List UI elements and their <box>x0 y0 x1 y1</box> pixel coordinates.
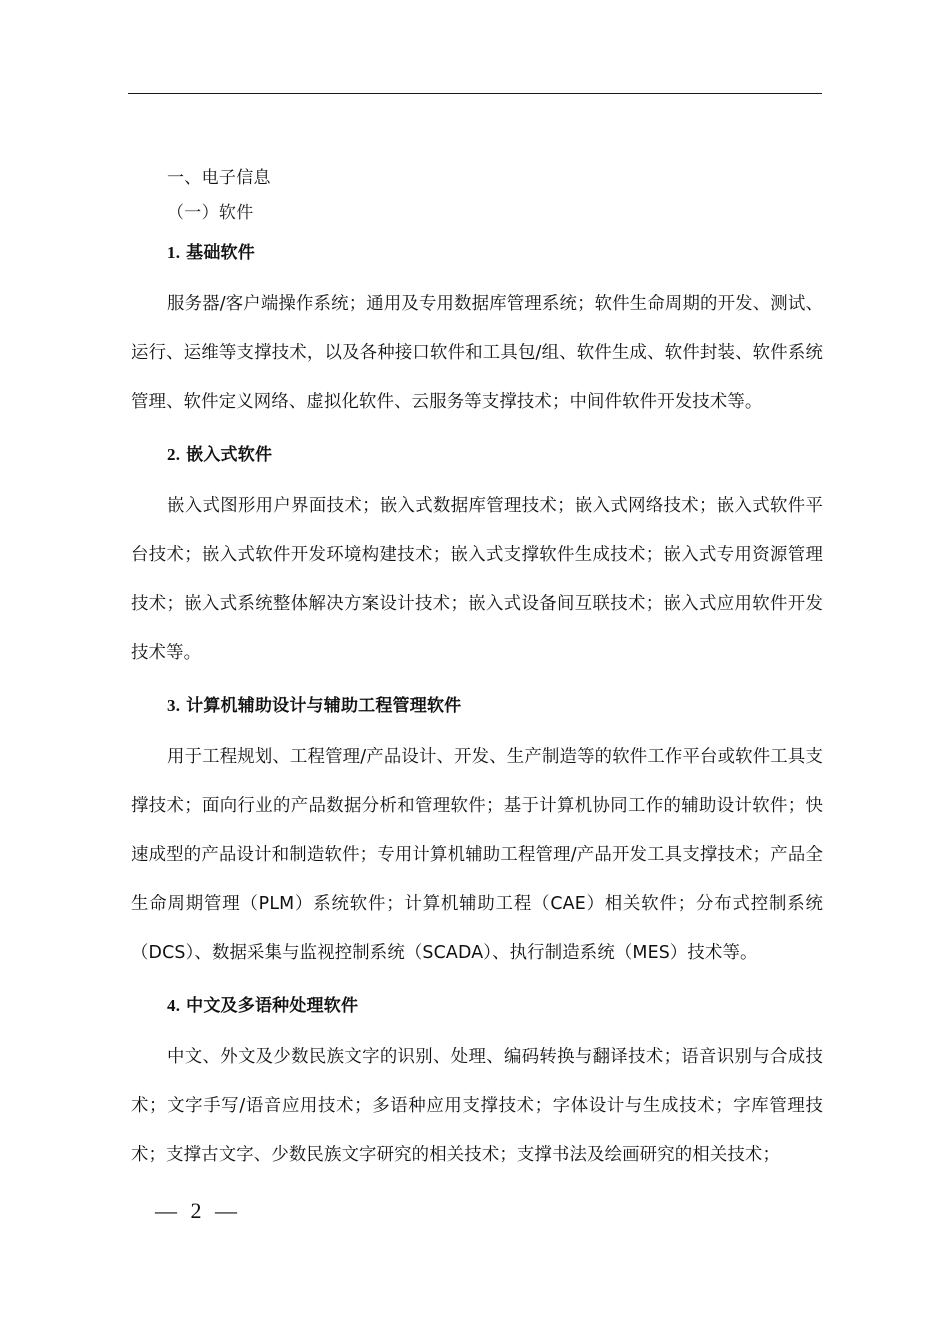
item-title-cad-software <box>167 692 823 720</box>
item-body-embedded-software: 嵌入式图形用户界面技术；嵌入式数据库管理技术；嵌入式网络技术；嵌入式软件平台技术；嵌入式软件开发环境构建技术；嵌入式支撑软件生成技术；嵌入式专用资源管理技术；嵌入式系统整体解决方案设计技术；嵌入式设备间互联技术；嵌入式应用软件开发技术等。 <box>131 496 823 663</box>
item-title-text: 基础软件 <box>186 243 255 263</box>
section-heading: 一、电子信息 <box>167 168 271 188</box>
item-title-embedded-software <box>167 441 823 469</box>
item-number: 3. <box>167 696 181 715</box>
document-body <box>131 164 823 1180</box>
item-body-basic-software: 服务器/客户端操作系统；通用及专用数据库管理系统；软件生命周期的开发、测试、运行、运维等支撑技术，以及各种接口软件和工具包/组、软件生成、软件封装、软件系统管理、软件定义网络、虚拟化软件、云服务等支撑技术；中间件软件开发技术等。 <box>131 294 823 412</box>
item-number: 4. <box>167 996 181 1015</box>
page-number: — 2 — <box>155 1198 241 1223</box>
subsection-heading: （一）软件 <box>167 203 254 223</box>
item-number: 2. <box>167 445 181 464</box>
item-title-text: 计算机辅助设计与辅助工程管理软件 <box>186 696 462 716</box>
item-body-language-software: 中文、外文及少数民族文字的识别、处理、编码转换与翻译技术；语音识别与合成技术；文字手写/语音应用技术；多语种应用支撑技术；字体设计与生成技术；字库管理技术；支撑古文字、少数民族文字研究的相关技术；支撑书法及绘画研究的相关技术； <box>131 1047 823 1165</box>
item-number: 1. <box>167 243 181 262</box>
item-body-cad-software: 用于工程规划、工程管理/产品设计、开发、生产制造等的软件工作平台或软件工具支撑技术；面向行业的产品数据分析和管理软件；基于计算机协同工作的辅助设计软件；快速成型的产品设计和制造软件；专用计算机辅助工程管理/产品开发工具支撑技术；产品全生命周期管理（PLM）系统软件；计算机辅助工程（CAE）相关软件；分布式控制系统（DCS）、数据采集与监视控制系统（SCADA）、执行制造系统（MES）技术等。 <box>131 747 823 963</box>
header-rule <box>128 93 822 94</box>
item-title-basic-software <box>167 239 823 267</box>
item-title-text: 中文及多语种处理软件 <box>186 996 359 1016</box>
item-title-language-software <box>167 992 823 1020</box>
item-title-text: 嵌入式软件 <box>186 445 273 465</box>
